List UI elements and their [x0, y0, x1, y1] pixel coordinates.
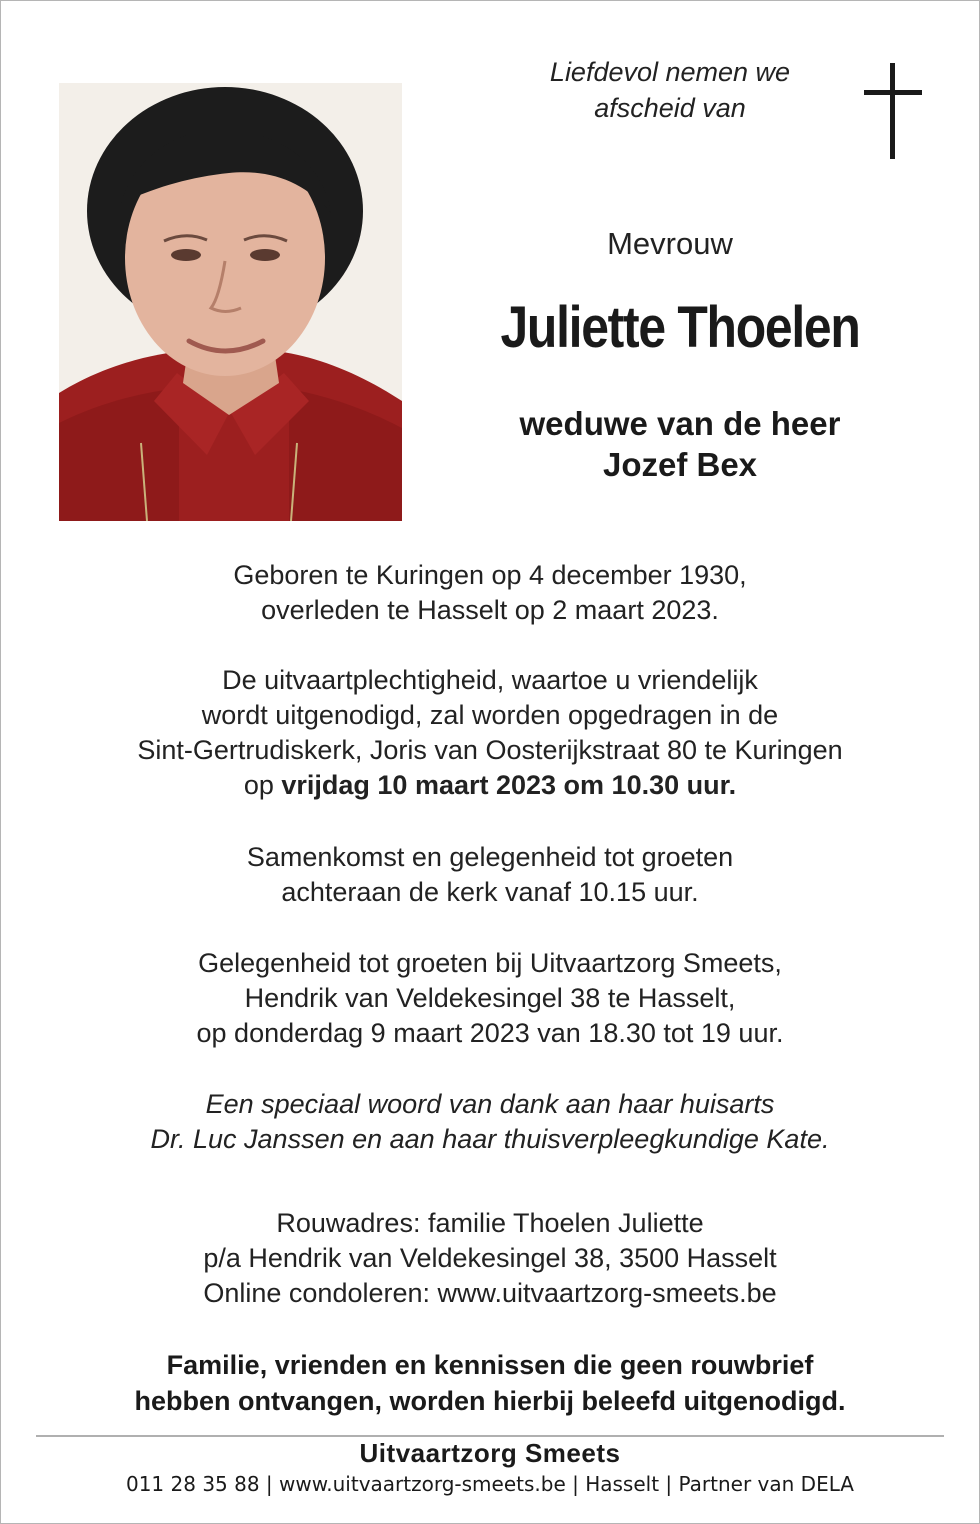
thanks-line: Dr. Luc Janssen en aan haar thuisverpleegkundige Kate.	[150, 1124, 830, 1154]
footer-contact: 011 28 35 88 | www.uitvaartzorg-smeets.be | Hasselt | Partner van DELA	[125, 1472, 854, 1496]
footer-company: Uitvaartzorg Smeets	[359, 1438, 621, 1468]
intro-line: Liefdevol nemen we	[549, 57, 791, 87]
gathering-line: achteraan de kerk vanaf 10.15 uur.	[281, 877, 699, 907]
invitation-block	[40, 1347, 940, 1419]
cross-icon	[864, 63, 922, 159]
intro-text	[480, 54, 860, 126]
gathering-line: Samenkomst en gelegenheid tot groeten	[246, 842, 734, 872]
spouse-info	[470, 403, 890, 485]
address-block	[40, 1206, 940, 1311]
spouse-line: Jozef Bex	[602, 446, 758, 483]
invitation-line: hebben ontvangen, worden hierbij beleefd uitgenodigd.	[134, 1386, 846, 1416]
ceremony-datetime-line	[40, 768, 940, 803]
visitation-line: Gelegenheid tot groeten bij Uitvaartzorg Smeets,	[198, 948, 782, 978]
ceremony-line: wordt uitgenodigd, zal worden opgedragen in de	[201, 700, 779, 730]
ceremony-block	[40, 663, 940, 803]
spouse-line: weduwe van de heer	[519, 405, 841, 442]
ceremony-line: De uitvaartplechtigheid, waartoe u vriendelijk	[222, 665, 758, 695]
visitation-block	[40, 946, 940, 1051]
condolence-line: Online condoleren: www.uitvaartzorg-smeets.be	[203, 1278, 777, 1308]
ceremony-line: Sint-Gertrudiskerk, Joris van Oosterijkstraat 80 te Kuringen	[137, 735, 843, 765]
honorific: Mevrouw	[607, 226, 733, 261]
deceased-name: Juliette Thoelen	[500, 295, 860, 360]
visitation-line: Hendrik van Veldekesingel 38 te Hasselt,	[244, 983, 736, 1013]
address-line: Rouwadres: familie Thoelen Juliette	[276, 1208, 704, 1238]
gathering-block	[40, 840, 940, 910]
invitation-line: Familie, vrienden en kennissen die geen rouwbrief	[166, 1350, 814, 1380]
visitation-line: op donderdag 9 maart 2023 van 18.30 tot 19 uur.	[196, 1018, 784, 1048]
birth-line: Geboren te Kuringen op 4 december 1930,	[233, 560, 747, 590]
intro-line: afscheid van	[594, 93, 746, 123]
thanks-line: Een speciaal woord van dank aan haar huisarts	[205, 1089, 775, 1119]
death-line: overleden te Hasselt op 2 maart 2023.	[261, 595, 719, 625]
thanks-block	[40, 1087, 940, 1157]
address-line: p/a Hendrik van Veldekesingel 38, 3500 Hasselt	[203, 1243, 777, 1273]
footer-divider	[36, 1435, 944, 1437]
portrait-photo	[59, 83, 402, 521]
birth-death-block	[40, 558, 940, 628]
ceremony-prefix: op	[243, 770, 282, 800]
ceremony-datetime: vrijdag 10 maart 2023 om 10.30 uur.	[281, 770, 737, 800]
